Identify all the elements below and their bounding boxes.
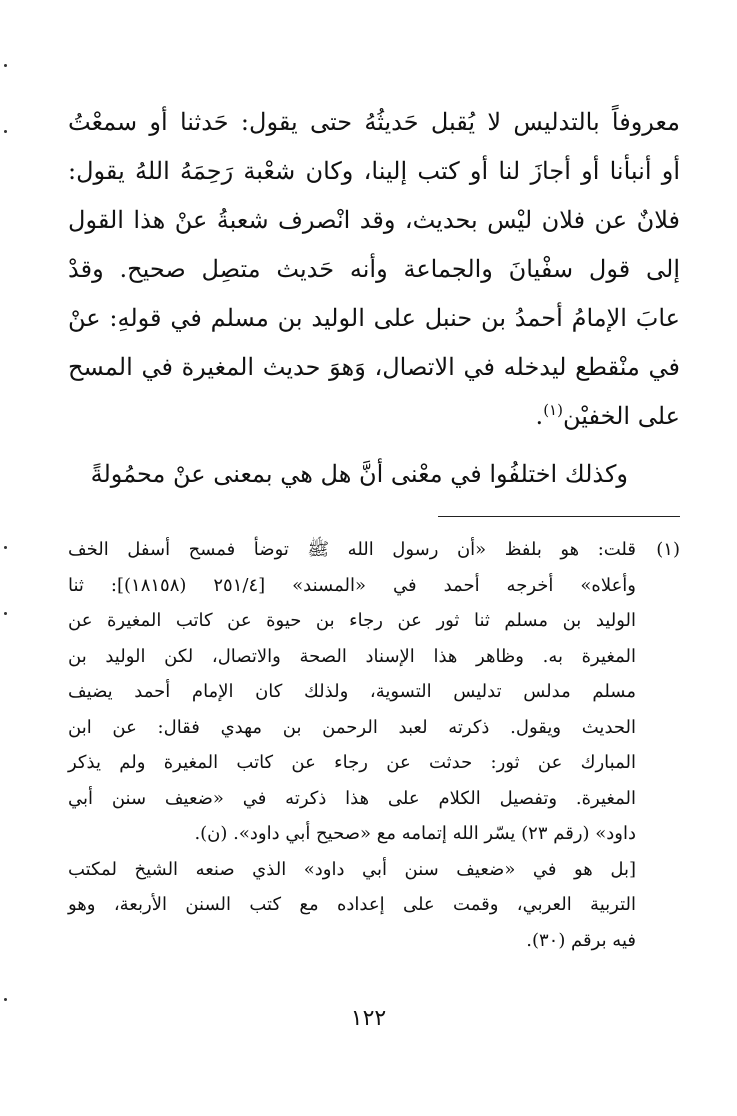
second-paragraph: وكذلك اختلفُوا في معْنى أنَّ هل هي بمعنى عنْ محمُولةً <box>90 460 628 488</box>
main-line: إلى قول سفْيانَ والجماعة وأنه حَديث متصِل صحيح. وقدْ <box>68 255 680 283</box>
footnote-line: قلت: هو بلفظ «أن رسول الله ﷺ توضأ فمسح أسفل الخف <box>68 539 636 560</box>
margin-mark <box>4 64 7 67</box>
margin-mark <box>4 998 7 1001</box>
footnote <box>68 532 680 958</box>
main-line: عابَ الإمامُ أحمدُ بن حنبل على الوليد بن مسلم في قولهِ: عنْ <box>68 304 680 332</box>
editor-note-line: التربية العربي، وقمت على إعداده مع كتب السنن الأربعة، وهو <box>68 894 636 915</box>
editor-note-line: [بل هو في «ضعيف سنن أبي داود» الذي صنعه الشيخ لمكتب <box>68 858 636 880</box>
footnote-line: وأعلاه» أخرجه أحمد في «المسند» [٢٥١/٤ (١٨١٥٨)]: ثنا <box>68 574 636 596</box>
main-line: فلانٌ عن فلان ليْس بحديث، وقد انْصرف شعبةُ عنْ هذا القول <box>68 206 680 234</box>
margin-mark <box>4 612 7 615</box>
main-line: في منْقطع ليدخله في الاتصال، وَهوَ حديث المغيرة في المسح <box>68 353 680 381</box>
footnote-body <box>68 532 636 958</box>
footnote-line: الوليد بن مسلم ثنا ثور عن رجاء بن حيوة عن كاتب المغيرة عن <box>68 610 636 631</box>
main-line-last-end: . <box>535 402 544 430</box>
main-paragraph <box>68 98 680 441</box>
footnote-line: مسلم مدلس تدليس التسوية، ولذلك كان الإمام أحمد يضيف <box>68 681 636 702</box>
main-line-last-text: على الخفيْن <box>562 402 680 430</box>
margin-mark <box>4 130 7 133</box>
footnote-line: داود» (رقم ٢٣) يسّر الله إتمامه مع «صحيح أبي داود». (ن). <box>194 823 636 844</box>
footnote-line: الحديث ويقول. ذكرته لعبد الرحمن بن مهدي فقال: عن ابن <box>68 716 636 738</box>
footnote-line: المغيرة. وتفصيل الكلام على هذا ذكرته في «ضعيف سنن أبي <box>68 787 636 809</box>
main-line-last <box>68 392 680 441</box>
footnote-separator <box>438 516 680 517</box>
editor-note-line: فيه برقم (٣٠). <box>526 929 636 951</box>
main-line: أو أنبأنا أو أجازَ لنا أو كتب إلينا، وكان شعْبة رَحِمَهُ اللهُ يقول: <box>68 157 680 185</box>
page-number: ١٢٢ <box>350 1006 387 1031</box>
footnote-reference: (١) <box>543 401 563 419</box>
main-line: معروفاً بالتدليس لا يُقبل حَديثُهُ حتى يقول: حَدثنا أو سمعْتُ <box>68 108 680 136</box>
footnote-line: المغيرة به. وظاهر هذا الإسناد الصحة والاتصال، لكن الوليد بن <box>68 645 636 667</box>
margin-mark <box>4 546 7 549</box>
footnote-line: المبارك عن ثور: حدثت عن رجاء عن كاتب المغيرة ولم يذكر <box>68 752 636 773</box>
footnote-number: (١) <box>656 539 680 560</box>
